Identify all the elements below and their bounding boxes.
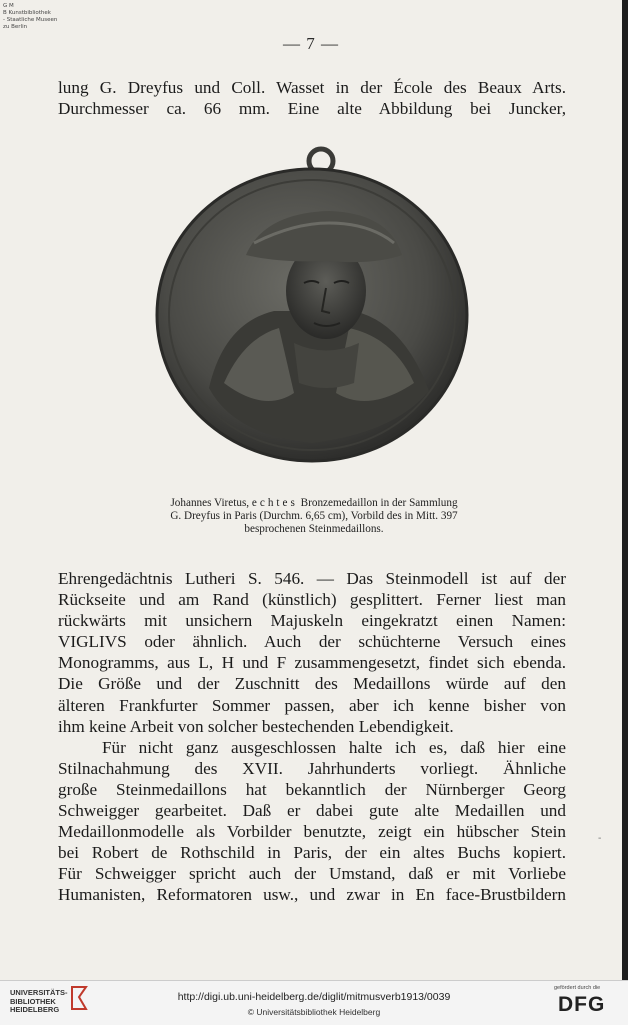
caption-line-1: [110, 497, 518, 510]
source-url-link[interactable]: http://digi.ub.uni-heidelberg.de/diglit/mitmusverb1913/0039: [177, 991, 451, 1003]
bronze-medallion-image: [154, 143, 470, 463]
body-text: [58, 568, 566, 906]
library-name-line: BIBLIOTHEK: [10, 996, 56, 1006]
text-line: ihm keine Arbeit von solcher bestechenden Lebendigkeit.: [58, 716, 454, 736]
text-line: Stilnachahmung des XVII. Jahrhunderts vorliegt. Ähnliche: [58, 758, 566, 778]
text-line: Für Schweigger spricht auch der Umstand, daß er mit Vorliebe: [58, 864, 566, 884]
medallion-figure: [154, 143, 470, 463]
text-line: große Steinmedaillons hat bekanntlich der Nürnberger Georg: [58, 779, 566, 799]
stamp-line: zu Berlin: [3, 24, 28, 30]
dfg-logo: DFG: [558, 993, 606, 1016]
text-line: VIGLIVS oder ähnlich. Auch der schüchterne Versuch eines: [58, 632, 566, 652]
text-line: lung G. Dreyfus und Coll. Wasset in der École des Beaux Arts.: [58, 78, 566, 97]
footer-bar: [0, 980, 628, 1025]
copyright-text: © Universitätsbibliothek Heidelberg: [247, 1007, 381, 1017]
page-edge: [622, 0, 628, 980]
library-name-line: UNIVERSITÄTS-: [10, 988, 68, 997]
text-line: bei Robert de Rothschild in Paris, der ein altes Buchs kopiert.: [58, 843, 566, 863]
library-name-line: HEIDELBERG: [10, 1005, 60, 1014]
library-stamp: [3, 3, 65, 31]
text-line: Schweigger gearbeitet. Daß er dabei gute alte Medaillen und: [58, 801, 566, 821]
caption-line-2: G. Dreyfus in Paris (Durchm. 6,65 cm), Vorbild des in Mitt. 397: [170, 510, 458, 522]
text-line: rückwärts mit unsichern Majuskeln eingekratzt einen Namen:: [58, 611, 566, 631]
caption-line-1-end: Bronzemedaillon in der Sammlung: [297, 497, 458, 509]
text-line: Monogramms, aus L, H und F zusammengesetzt, findet sich ebenda.: [58, 653, 566, 673]
text-line: Durchmesser ca. 66 mm. Eine alte Abbildung bei Juncker,: [58, 99, 566, 119]
text-line: Für nicht ganz ausgeschlossen halte ich es, daß hier eine: [102, 737, 566, 757]
caption-line-3: besprochenen Steinmedaillons.: [244, 523, 384, 535]
top-paragraph: [58, 77, 566, 119]
text-line: Ehrengedächtnis Lutheri S. 546. — Das Steinmodell ist auf der: [58, 569, 566, 588]
text-line: Humanisten, Reformatoren usw., und zwar in En face-Brustbildern: [58, 885, 566, 905]
text-line: Rückseite und am Rand (künstlich) gesplittert. Ferner liest man: [58, 590, 566, 610]
page-number: — 7 —: [283, 34, 339, 53]
text-line: Medaillonmodelle als Vorbilder benutzte, zeigt ein hübscher Stein: [58, 822, 566, 842]
stamp-line: - Staatliche Museen: [3, 17, 58, 23]
figure-caption: [110, 497, 518, 536]
text-line: Die Größe und der Zuschnitt des Medaillons würde auf den: [58, 674, 566, 694]
text-line: älteren Frankfurter Sommer passen, aber ich kenne bisher von: [58, 695, 566, 715]
caption-line-1-start: Johannes Viretus,: [170, 497, 252, 509]
margin-mark: -: [598, 833, 602, 844]
funded-by-text: gefördert durch die: [554, 985, 601, 991]
stamp-line: B Kunstbibliothek: [3, 10, 51, 16]
caption-emphasis: echtes: [251, 497, 298, 509]
stamp-line: G M: [3, 3, 14, 9]
